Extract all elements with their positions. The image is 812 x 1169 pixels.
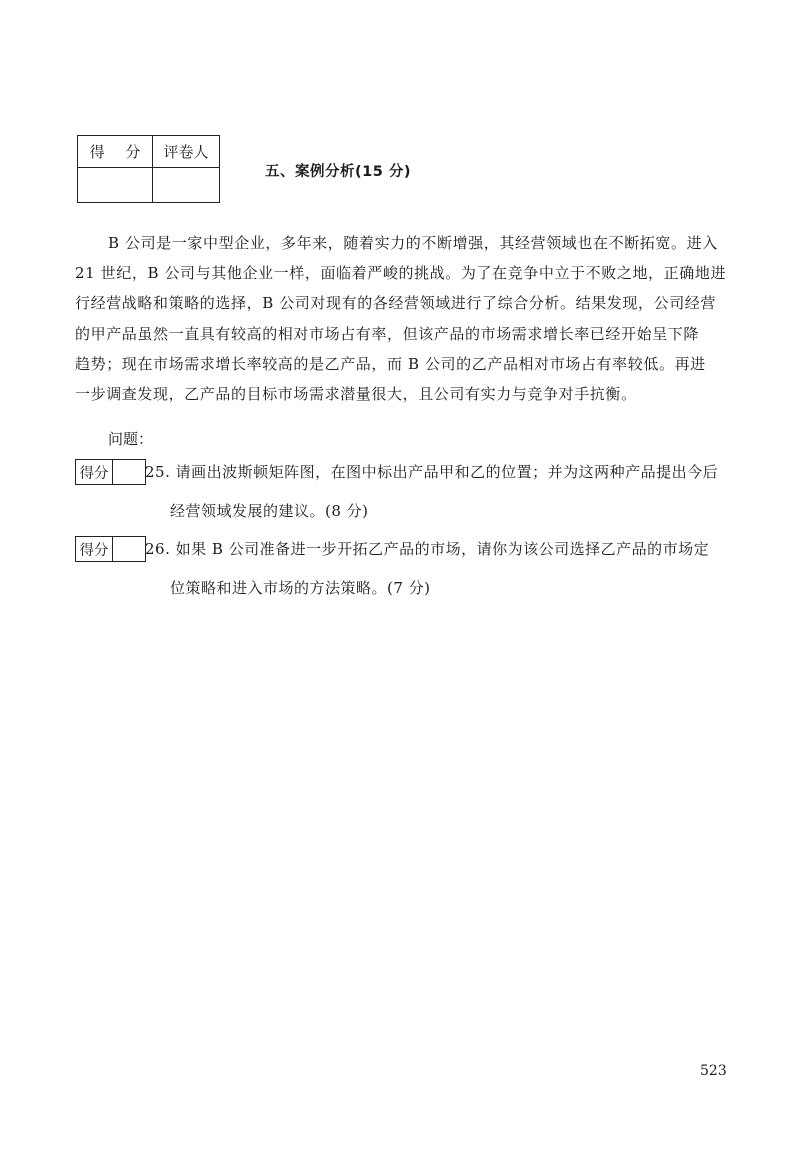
- score-header: 得 分: [78, 136, 153, 168]
- case-text: [75, 228, 747, 409]
- question-25: [145, 453, 718, 531]
- question-score-blank[interactable]: [113, 537, 145, 561]
- question-score-box[interactable]: [75, 459, 146, 485]
- question-score-label: 得分: [76, 460, 113, 484]
- section-title: 五、案例分析(15 分): [265, 164, 411, 180]
- question-line: 26. 如果 B 公司准备进一步开拓乙产品的市场，请你为该公司选择乙产品的市场定: [145, 540, 710, 558]
- question-score-label: 得分: [76, 537, 113, 561]
- question-line: 25. 请画出波斯顿矩阵图，在图中标出产品甲和乙的位置；并为这两种产品提出今后: [145, 463, 719, 481]
- score-cell[interactable]: [78, 168, 153, 203]
- question-line: 位策略和进入市场的方法策略。(7 分): [170, 579, 431, 597]
- grader-header: 评卷人: [153, 136, 220, 168]
- case-line: 一步调查发现，乙产品的目标市场需求潜量很大，且公司有实力与竞争对手抗衡。: [75, 385, 637, 404]
- case-line: 趋势；现在市场需求增长率较高的是乙产品，而 B 公司的乙产品相对市场占有率较低。再进: [75, 354, 706, 373]
- page-number: 523: [700, 1063, 727, 1079]
- questions-heading: 问题：: [108, 430, 154, 448]
- case-line: 的甲产品虽然一直具有较高的相对市场占有率，但该产品的市场需求增长率已经开始呈下降: [75, 324, 700, 343]
- score-table: [77, 135, 220, 203]
- case-line: B 公司是一家中型企业，多年来，随着实力的不断增强，其经营领域也在不断拓宽。进入: [108, 234, 718, 252]
- question-score-blank[interactable]: [113, 460, 145, 484]
- question-line: 经营领域发展的建议。(8 分): [170, 502, 369, 520]
- case-line: 21 世纪，B 公司与其他企业一样，面临着严峻的挑战。为了在竞争中立于不败之地，正确地进: [75, 264, 727, 283]
- case-line: 行经营战略和策略的选择，B 公司对现有的各经营领域进行了综合分析。结果发现，公司经营: [75, 294, 716, 313]
- grader-cell[interactable]: [153, 168, 220, 203]
- question-26: [145, 530, 709, 608]
- question-score-box[interactable]: [75, 536, 146, 562]
